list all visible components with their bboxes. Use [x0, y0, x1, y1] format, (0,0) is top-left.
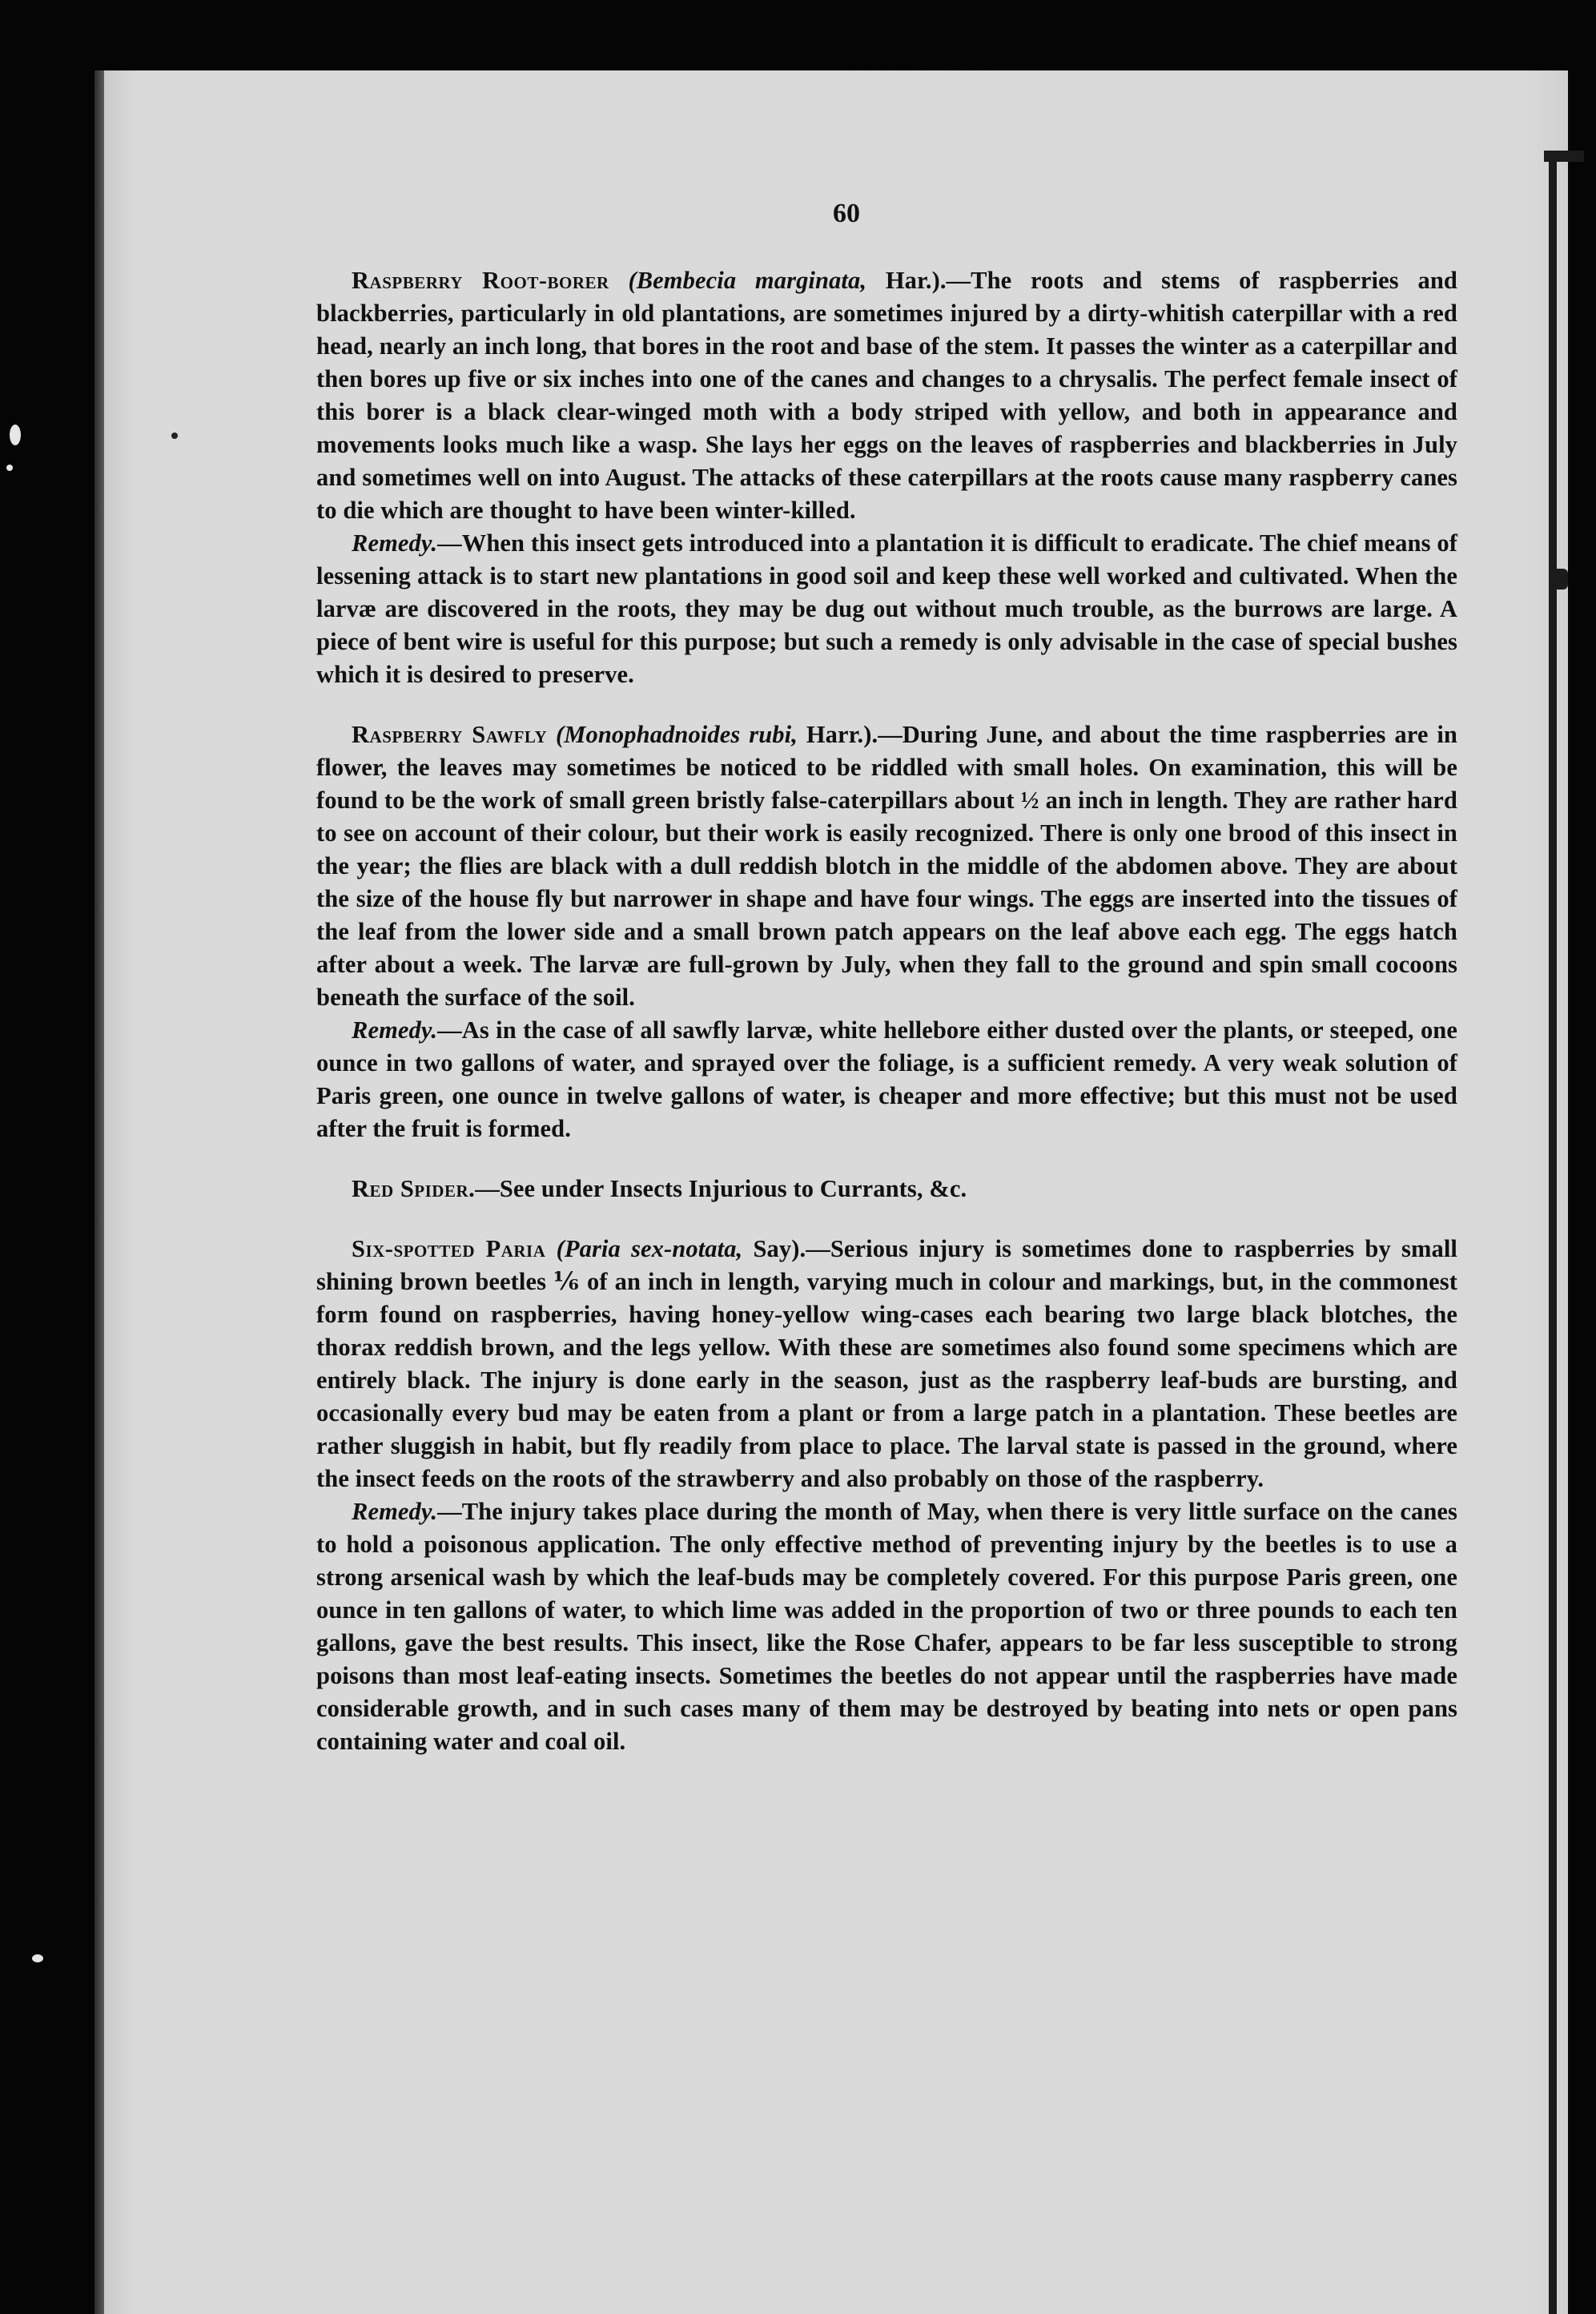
- section-raspberry-root-borer: [316, 264, 1457, 527]
- remedy-text: —The injury takes place during the month of May, when there is very little surface on the canes to hold a poisonous application. The only effective method of preventing injury by the beetles is to use a strong arsenical wash by which the leaf-buds may be completely covered. For this purpose Paris green, one ounce in ten gallons of water, to which lime was added in the proportion of two or three pounds to each ten gallons, gave the best results. This insect, like the Rose Chafer, appears to be far less susceptible to strong poisons than most leaf-eating insects. Sometimes the beetles do not appear until the raspberries have made considerable growth, and in such cases many of them may be destroyed by beating into nets or open pans containing water and coal oil.: [316, 1498, 1457, 1755]
- remedy-label: Remedy.: [352, 1498, 438, 1525]
- remedy-label: Remedy.: [352, 1016, 438, 1044]
- margin-speck: [10, 425, 21, 445]
- right-fold-line: [1549, 152, 1557, 2314]
- page-body: [316, 264, 1457, 1758]
- margin-speck: [32, 1954, 43, 1962]
- section-heading: Red Spider.: [352, 1175, 476, 1202]
- section-heading: Raspberry Root-borer: [352, 267, 609, 294]
- section-text: —See under Insects Injurious to Currants, &c.: [475, 1175, 967, 1202]
- remedy-label: Remedy.: [352, 529, 438, 557]
- section-heading: Raspberry Sawfly: [352, 721, 548, 748]
- remedy-paragraph: [316, 1014, 1457, 1145]
- latin-name: (Monophadnoides rubi,: [556, 721, 798, 748]
- latin-name: (Paria sex-notata,: [556, 1235, 743, 1262]
- section-text: —The roots and stems of raspberries and blackberries, particularly in old plantations, are sometimes injured by a dirty-whitish caterpillar with a red head, nearly an inch long, that bores in the root and base of the stem. It passes the winter as a caterpillar and then bores up five or six inches into one of the canes and changes to a chrysalis. The perfect female insect of this borer is a black clear-winged moth with a body striped with yellow, and both in appearance and movements looks much like a wasp. She lays her eggs on the leaves of raspberries and blackberries in July and sometimes well on into August. The attacks of these caterpillars at the roots cause many raspberry canes to die which are thought to have been winter-killed.: [316, 267, 1457, 524]
- remedy-text: —When this insect gets introduced into a plantation it is difficult to eradicate. The chief means of lessening attack is to start new plantations in good soil and keep these well worked and cultivated. When the larvæ are discovered in the roots, they may be dug out without much trouble, as the burrows are large. A piece of bent wire is useful for this purpose; but such a remedy is only advisable in the case of special bushes which it is desired to preserve.: [316, 529, 1457, 688]
- author-name: Say).: [753, 1235, 806, 1262]
- author-name: Har.).: [885, 267, 947, 294]
- remedy-paragraph: [316, 1495, 1457, 1758]
- section-text: —During June, and about the time raspberries are in flower, the leaves may sometimes be noticed to be riddled with small holes. On examination, this will be found to be the work of small green bristly false-caterpillars about ½ an inch in length. They are rather hard to see on account of their colour, but their work is easily recognized. There is only one brood of this insect in the year; the flies are black with a dull reddish blotch in the middle of the abdomen above. They are about the size of the house fly but narrower in shape and have four wings. The eggs are inserted into the tissues of the leaf from the lower side and a small brown patch appears on the leaf above each egg. The eggs hatch after about a week. The larvæ are full-grown by July, when they fall to the ground and spin small cocoons beneath the surface of the soil.: [316, 721, 1457, 1011]
- right-fold-notch: [1557, 569, 1568, 590]
- latin-name: (Bembecia marginata,: [628, 267, 867, 294]
- author-name: Harr.).: [806, 721, 878, 748]
- margin-speck: [171, 433, 178, 439]
- section-red-spider: [316, 1173, 1457, 1205]
- section-six-spotted-paria: [316, 1233, 1457, 1495]
- page-number: 60: [833, 199, 860, 228]
- right-fold-tab: [1544, 151, 1584, 162]
- margin-speck: [6, 465, 13, 471]
- remedy-paragraph: [316, 527, 1457, 691]
- section-heading: Six-spotted Paria: [352, 1235, 546, 1262]
- section-raspberry-sawfly: [316, 718, 1457, 1014]
- remedy-text: —As in the case of all sawfly larvæ, white hellebore either dusted over the plants, or steeped, one ounce in two gallons of water, and sprayed over the foliage, is a sufficient remedy. A very weak solution of Paris green, one ounce in twelve gallons of water, is cheaper and more effective; but this must not be used after the fruit is formed.: [316, 1016, 1457, 1142]
- section-text: —Serious injury is sometimes done to raspberries by small shining brown beetles ⅙ of an inch in length, varying much in colour and markings, but, in the commonest form found on raspberries, having honey-yellow wing-cases each bearing two large black blotches, the thorax reddish brown, and the legs yellow. With these are sometimes also found some specimens which are entirely black. The injury is done early in the season, just as the raspberry leaf-buds are bursting, and occasionally every bud may be eaten from a plant or from a large patch in a plantation. These beetles are rather sluggish in habit, but fly readily from place to place. The larval state is passed in the ground, where the insect feeds on the roots of the strawberry and also probably on those of the raspberry.: [316, 1235, 1457, 1492]
